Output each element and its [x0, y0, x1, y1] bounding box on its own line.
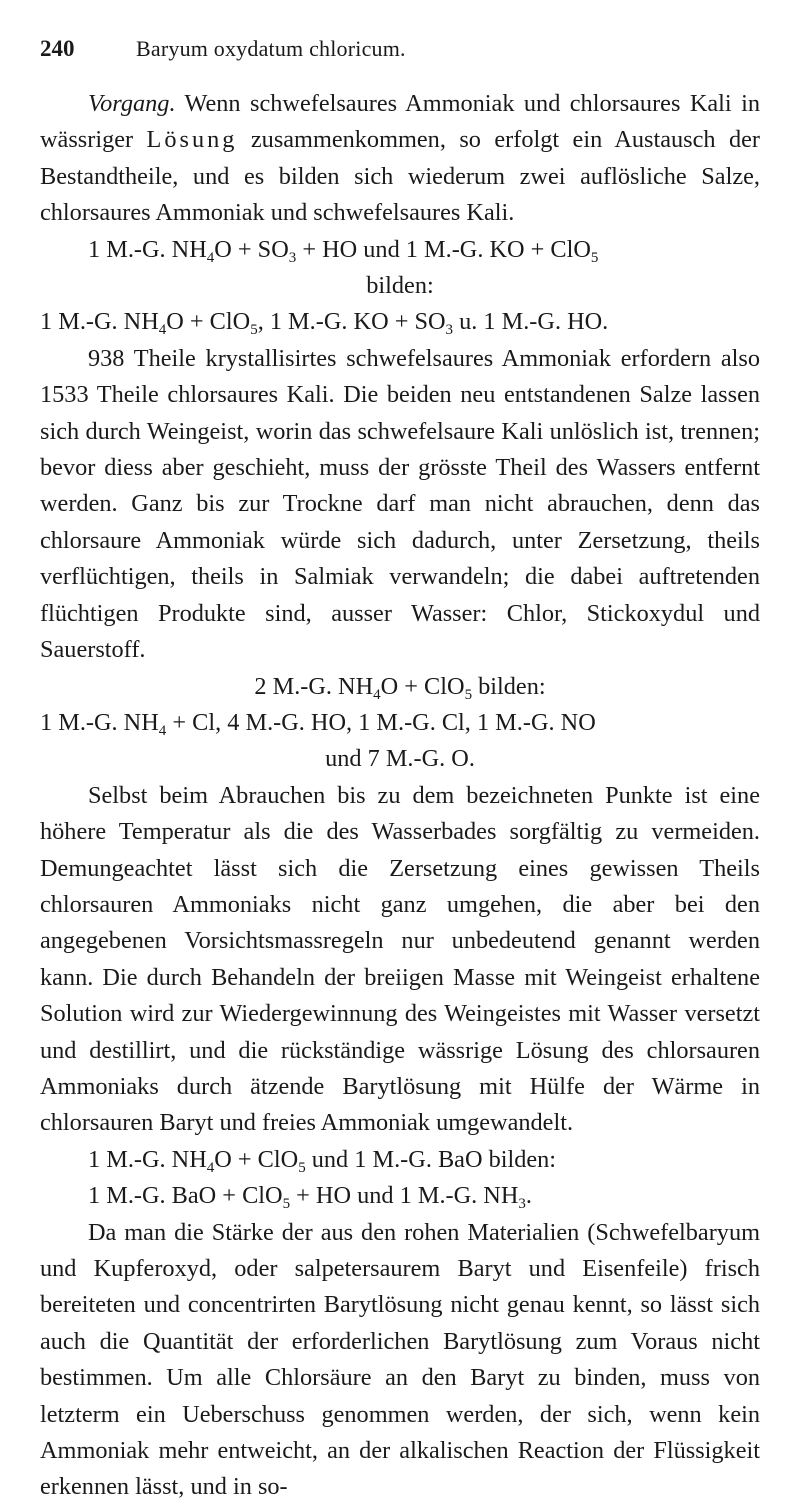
- page-number: 240: [40, 36, 75, 61]
- page-body: [40, 86, 760, 1506]
- formula-4: 1 M.-G. $NH_4 + Cl$, 4 M.-G. HO, 1 M.-G. Cl, 1 M.-G. NO: [40, 708, 596, 739]
- paragraph-2: 938 Theile krystallisirtes schwefelsaures Ammoniak erfordern also 1533 Theile chlorsaures Kali. Die beiden neu entstandenen Salze lassen sich durch Weingeist, worin das schwefelsaure Kali unlöslich ist, trennen; bevor diess aber geschieht, muss der grösste Theil des Wassers entfernt werden. Ganz bis zur Trockne darf man nicht abrauchen, denn das chlorsaure Ammoniak würde sich dadurch, unter Zersetzung, theils verflüchtigen, theils in Salmiak verwandeln; die dabei auftretenden flüchtigen Produkte sind, ausser Wasser: Chlor, Stickoxydul und Sauerstoff.: [40, 344, 760, 664]
- paragraph-4: Da man die Stärke der aus den rohen Materialien (Schwefelbaryum und Kupferoxyd, oder salpetersaurem Baryt und Eisenfeile) frisch bereiteten und concentrirten Barytlösung nicht genau kennt, so lässt sich auch die Quantität der erforderlichen Barytlösung zum Voraus nicht bestimmen. Um alle Chlorsäure an den Baryt zu binden, muss von letzterm ein Ueberschuss genommen werden, der sich, wenn kein Ammoniak mehr entweicht, an der alkalischen Reaction der Flüssigkeit erkennen lässt, und in so-: [40, 1218, 760, 1501]
- formula-6: 1 M.-G. BaO + ClO$_5$ + HO und 1 M.-G. $NH_3$.: [88, 1182, 532, 1213]
- spaced-word: Lösung: [146, 126, 238, 154]
- formula-4-continuation: und 7 M.-G. O.: [325, 745, 475, 773]
- formula-1-continuation: bilden:: [366, 272, 434, 300]
- formula-2: 1 M.-G. $NH_4O + ClO_5$, 1 M.-G. KO + $SO_3$ u. 1 M.-G. HO.: [40, 308, 609, 339]
- section-lead: Vorgang.: [88, 90, 176, 117]
- paragraph-vorgang: Vorgang. Wenn schwefelsaures Ammoniak und chlorsaures Kali in wässriger Lösung zusammenkommen, so erfolgt ein Austausch der Bestandtheile, und es bilden sich wiederum zwei auflösliche Salze, chlorsaures Ammoniak und schwefelsaures Kali.: [40, 90, 760, 227]
- formula-5: 1 M.-G. $NH_4O + ClO_5$ und 1 M.-G. BaO bilden:: [88, 1145, 557, 1176]
- paragraph-3: Selbst beim Abrauchen bis zu dem bezeichneten Punkte ist eine höhere Temperatur als die des Wasserbades sorgfältig zu vermeiden. Demungeachtet lässt sich die Zersetzung eines gewissen Theils chlorsauren Ammoniaks nicht ganz umgehen, die aber bei den angegebenen Vorsichtsmassregeln nur unbedeutend genannt werden kann. Die durch Behandeln der breiigen Masse mit Weingeist erhaltene Solution wird zur Wiedergewinnung des Weingeistes mit Wasser versetzt und destillirt, und die rückständige wässrige Lösung des chlorsauren Ammoniaks durch ätzende Barytlösung mit Hülfe der Wärme in chlorsauren Baryt und freies Ammoniak umgewandelt.: [40, 781, 760, 1137]
- formula-1: 1 M.-G. $NH_4O + SO_3$ + HO und 1 M.-G. KO + ClO$_5$: [88, 235, 599, 266]
- page-header: [40, 36, 760, 86]
- running-title: Baryum oxydatum chloricum.: [136, 36, 406, 61]
- formula-3: 2 M.-G. $NH_4O + ClO_5$ bilden:: [254, 672, 546, 703]
